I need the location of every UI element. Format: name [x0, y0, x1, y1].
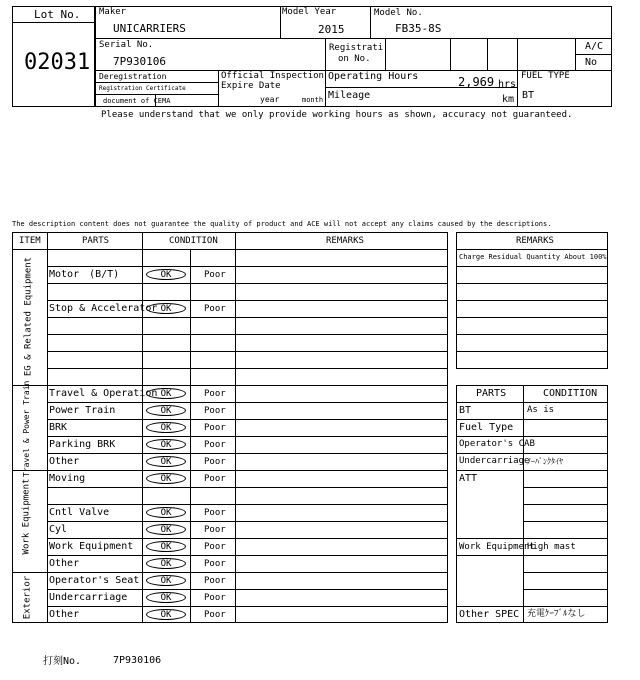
maker-value: UNICARRIERS	[113, 22, 186, 35]
model-no-label: Model No.	[374, 8, 423, 18]
stamp-no-value: 7P930106	[113, 655, 162, 666]
part-label: Parking BRK	[49, 439, 116, 450]
ok-circle: OK	[146, 303, 186, 314]
disclaimer-text: The description content does not guarantee the quality of product and ACE will not accept any claims caused by the descriptions.	[12, 220, 552, 228]
ok-circle: OK	[146, 269, 186, 280]
undercarriage-value: ﾉｰﾊﾞﾝｸﾀｲﾔ	[527, 457, 563, 466]
ok-circle: OK	[146, 575, 186, 586]
fuel-type-label: FUEL TYPE	[521, 71, 570, 81]
notice-text: Please understand that we only provide working hours as shown, accuracy not guaranteed.	[101, 110, 573, 120]
poor-label: Poor	[204, 593, 226, 603]
operators-cab-label: Operator's CAB	[459, 439, 535, 449]
part-label: Travel & Operation	[49, 388, 158, 399]
ok-circle: OK	[146, 456, 186, 467]
maker-label: Maker	[99, 7, 127, 17]
part-label: Operator's Seat	[49, 575, 140, 586]
right-condition-header: CONDITION	[543, 388, 598, 399]
part-label: BRK	[49, 422, 68, 433]
part-label: Other	[49, 558, 80, 569]
inspection-label-2: Expire Date	[221, 81, 281, 91]
poor-label: Poor	[204, 457, 226, 467]
part-label: Power Train	[49, 405, 116, 416]
deregistration-label: Deregistration	[99, 72, 167, 81]
other-spec-label: Other SPEC	[459, 609, 520, 620]
registration-certificate-label: Registration Certificate	[99, 85, 186, 92]
ac-value: No	[585, 57, 598, 68]
ok-circle: OK	[146, 541, 186, 552]
part-label: Motor (B/T)	[49, 269, 120, 280]
part-label: Work Equipment	[49, 541, 134, 552]
ok-circle: OK	[146, 388, 186, 399]
work-equipment-label: Work Equipment	[459, 542, 535, 552]
right-remarks-header: REMARKS	[516, 236, 554, 246]
part-label: Cyl	[49, 524, 68, 535]
part-label: Moving	[49, 473, 86, 484]
poor-label: Poor	[204, 389, 226, 399]
operating-hours-label: Operating Hours	[328, 71, 419, 82]
poor-label: Poor	[204, 406, 226, 416]
item-header: ITEM	[19, 236, 41, 246]
part-label: Cntl Valve	[49, 507, 110, 518]
ok-circle: OK	[146, 524, 186, 535]
part-label: Other	[49, 609, 80, 620]
bt-value: As is	[527, 405, 555, 415]
right-parts-header: PARTS	[476, 388, 507, 399]
part-label: Stop & Accelerator	[49, 303, 158, 314]
remarks-header: REMARKS	[326, 236, 364, 246]
operating-hours-value: 2,969	[458, 75, 495, 89]
poor-label: Poor	[204, 474, 226, 484]
model-no-value: FB35-8S	[395, 22, 442, 35]
registration-label-2: on No.	[338, 54, 371, 64]
right-remarks-line: Charge Residual Quantity About 100%	[459, 253, 607, 261]
part-label: Other	[49, 456, 80, 467]
att-label: ATT	[459, 473, 478, 484]
ok-circle: OK	[146, 507, 186, 518]
ok-circle: OK	[146, 405, 186, 416]
ac-label: A/C	[585, 41, 604, 52]
fuel-type-row-label: Fuel Type	[459, 422, 514, 433]
poor-label: Poor	[204, 559, 226, 569]
ok-circle: OK	[146, 473, 186, 484]
ok-circle: OK	[146, 609, 186, 620]
section-eg: EG & Related Equipment	[23, 256, 34, 377]
km-label: km	[502, 94, 515, 105]
year-label: year	[260, 95, 280, 104]
ok-circle: OK	[146, 439, 186, 450]
part-label: Undercarriage	[49, 592, 128, 603]
section-work: Work Equipment	[21, 478, 32, 555]
month-label: month	[302, 96, 324, 104]
poor-label: Poor	[204, 423, 226, 433]
other-spec-value: 充電ｹｰﾌﾞﾙなし	[527, 609, 586, 619]
poor-label: Poor	[204, 270, 226, 280]
mileage-label: Mileage	[328, 90, 371, 101]
model-year-value: 2015	[318, 23, 345, 36]
ok-circle: OK	[146, 422, 186, 433]
poor-label: Poor	[204, 304, 226, 314]
poor-label: Poor	[204, 542, 226, 552]
bt-label: BT	[459, 405, 472, 416]
ok-circle: OK	[146, 592, 186, 603]
registration-label: Registrati	[329, 43, 384, 53]
stamp-no-label: 打刻No.	[43, 656, 82, 667]
hrs-label: hrs	[498, 79, 517, 90]
section-travel: Travel & Power Train	[22, 380, 31, 477]
ok-circle: OK	[146, 558, 186, 569]
poor-label: Poor	[204, 525, 226, 535]
parts-header: PARTS	[82, 236, 110, 246]
lot-number: 02031	[24, 50, 91, 75]
work-equipment-value: High mast	[527, 542, 576, 552]
poor-label: Poor	[204, 576, 226, 586]
undercarriage-label: Undercarriage	[459, 456, 530, 466]
condition-header: CONDITION	[169, 236, 218, 246]
poor-label: Poor	[204, 610, 226, 620]
poor-label: Poor	[204, 508, 226, 518]
model-year-label: Model Year	[282, 7, 337, 17]
poor-label: Poor	[204, 440, 226, 450]
lot-label: Lot No.	[34, 8, 81, 21]
section-exterior: Exterior	[22, 575, 33, 620]
serial-label: Serial No.	[99, 40, 154, 50]
fuel-type-value: BT	[522, 90, 535, 101]
cema-label: document of CEMA	[103, 97, 171, 105]
inspection-label: Official Inspection	[221, 71, 324, 81]
serial-value: 7P930106	[113, 55, 166, 68]
